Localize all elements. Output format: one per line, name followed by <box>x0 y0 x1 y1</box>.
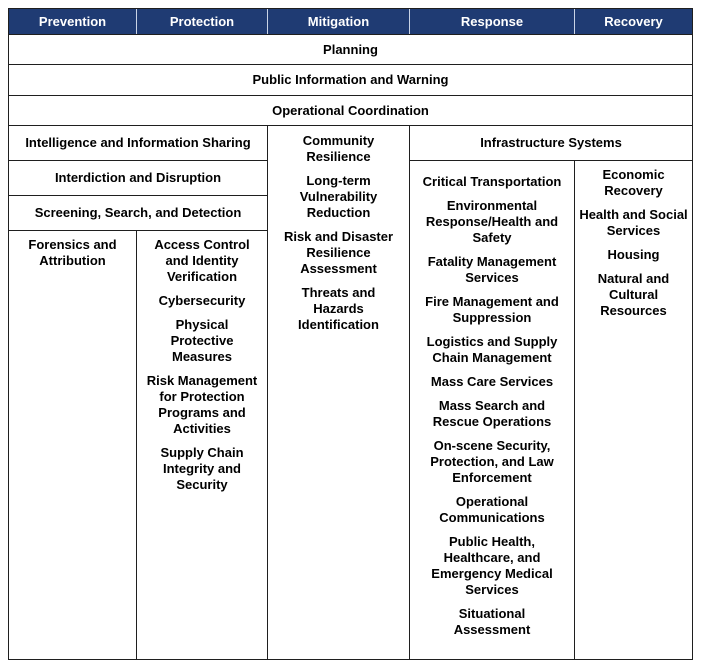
list-item: Critical Transportation <box>422 174 562 189</box>
mitigation-column <box>268 133 409 341</box>
core-capabilities-table <box>8 8 693 660</box>
list-item: Physical Protective Measures <box>170 317 234 364</box>
list-item: Risk and Disaster Resilience Assessment <box>283 229 394 276</box>
list-item: Natural and Cultural Resources <box>597 271 670 318</box>
list-item: Public Health, Healthcare, and Emergency Medical Services <box>431 534 553 597</box>
protection-column <box>137 237 267 501</box>
list-item: Fatality Management Services <box>427 254 557 285</box>
operational-coordination-row: Operational Coordination <box>9 95 692 125</box>
prevention-column <box>9 237 136 277</box>
list-item: Forensics and Attribution <box>28 237 117 268</box>
list-item: Logistics and Supply Chain Management <box>426 334 558 365</box>
list-item: Mass Search and Rescue Operations <box>432 398 552 429</box>
list-item: Fire Management and Suppression <box>425 294 559 325</box>
list-item: Access Control and Identity Verification <box>154 237 250 284</box>
header-prevention: Prevention <box>9 9 136 34</box>
recovery-column <box>575 167 692 327</box>
list-item: Housing <box>607 247 660 262</box>
list-item: Health and Social Services <box>579 207 688 238</box>
list-item: Operational Communications <box>439 494 545 525</box>
list-item: Long-term Vulnerability Reduction <box>299 173 378 220</box>
planning-row: Planning <box>9 34 692 64</box>
list-item: Community Resilience <box>302 133 375 164</box>
list-item: On-scene Security, Protection, and Law Enforcement <box>430 438 554 485</box>
list-item: Cybersecurity <box>158 293 246 308</box>
public-info-row: Public Information and Warning <box>9 64 692 94</box>
interdiction-cell: Interdiction and Disruption <box>54 170 222 185</box>
screening-cell: Screening, Search, and Detection <box>34 205 242 220</box>
list-item: Environmental Response/Health and Safety <box>425 198 559 245</box>
list-item: Mass Care Services <box>430 374 554 389</box>
response-column <box>410 174 574 646</box>
infrastructure-systems-cell: Infrastructure Systems <box>480 135 622 150</box>
list-item: Threats and Hazards Identification <box>298 285 379 332</box>
header-response: Response <box>409 9 574 34</box>
list-item: Risk Management for Protection Programs and Activities <box>146 373 258 436</box>
header-recovery: Recovery <box>574 9 692 34</box>
header-mitigation: Mitigation <box>267 9 409 34</box>
divider <box>409 160 692 161</box>
list-item: Supply Chain Integrity and Security <box>160 445 244 492</box>
divider <box>9 230 267 231</box>
list-item: Economic Recovery <box>602 167 665 198</box>
header-protection: Protection <box>136 9 267 34</box>
list-item: Situational Assessment <box>453 606 531 637</box>
intelligence-sharing-cell: Intelligence and Information Sharing <box>25 135 251 150</box>
